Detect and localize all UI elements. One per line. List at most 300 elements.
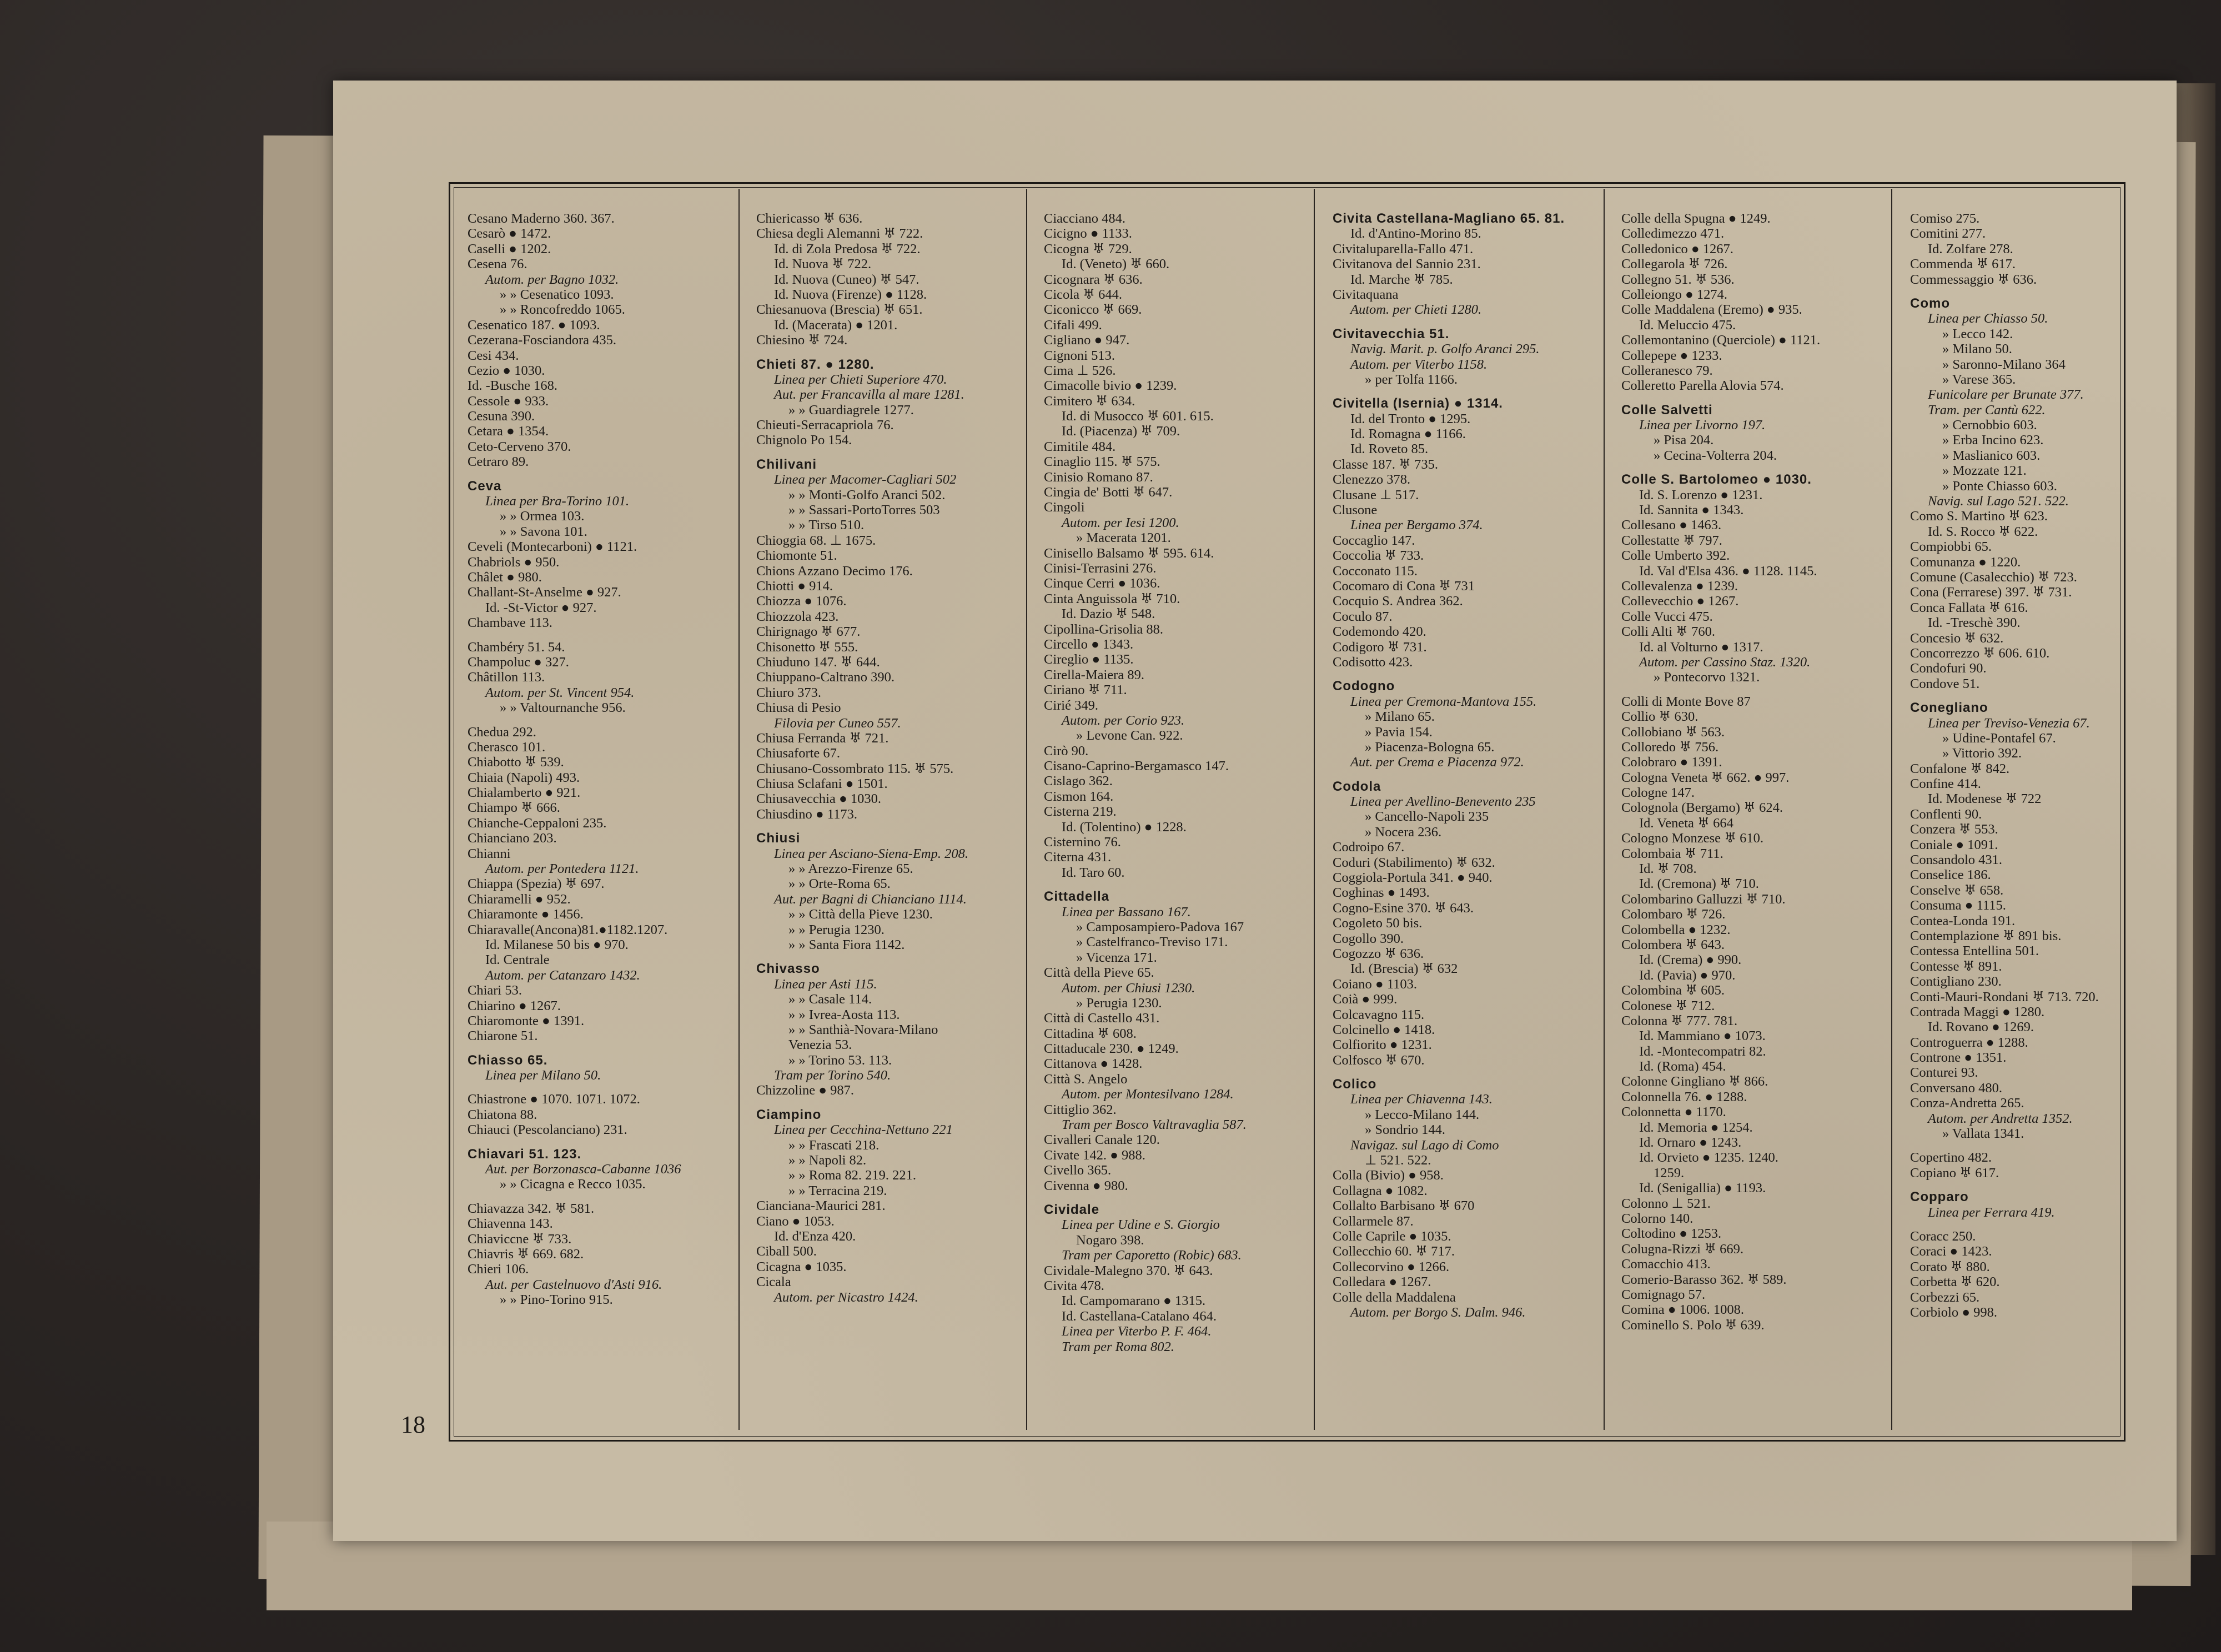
index-entry: Chioggia 68. ⊥ 1675. [756, 533, 876, 548]
index-entry: Collecchio 60. ♅ 717. [1333, 1244, 1455, 1259]
index-entry: Autom. per Nicastro 1424. [774, 1289, 918, 1305]
index-entry: Chiastrone ● 1070. 1071. 1072. [468, 1092, 640, 1107]
index-entry: Chisonetto ♅ 555. [756, 639, 858, 655]
index-entry: Id. (Crema) ● 990. [1639, 952, 1742, 968]
index-entry: Contemplazione ♅ 891 bis. [1910, 928, 2062, 943]
index-entry: Colledimezzo 471. [1621, 226, 1725, 242]
index-entry: Id. di Zola Predosa ♅ 722. [774, 241, 921, 257]
index-entry: Chiauci (Pescolanciano) 231. [468, 1122, 627, 1138]
index-entry: Colombaia ♅ 711. [1621, 846, 1723, 861]
index-entry: Cesenatico 187. ● 1093. [468, 317, 600, 333]
index-entry: Cogoleto 50 bis. [1333, 916, 1423, 931]
index-entry: Cicogna ♅ 729. [1044, 241, 1132, 257]
index-entry: Colla (Bivio) ● 958. [1333, 1168, 1444, 1183]
index-entry: Id. Zolfare 278. [1928, 241, 2013, 257]
index-entry: Chizzoline ● 987. [756, 1083, 855, 1098]
index-entry: Chiusano-Cossombrato 115. ♅ 575. [756, 761, 954, 776]
index-entry: Codigoro ♅ 731. [1333, 639, 1427, 655]
index-entry: Colonno ⊥ 521. [1621, 1196, 1711, 1211]
index-entry: Colle Maddalena (Eremo) ● 935. [1621, 302, 1802, 318]
index-entry [1910, 1181, 2177, 1189]
index-entry: Conzera ♅ 553. [1910, 822, 1998, 837]
index-entry: Cherasco 101. [468, 739, 546, 755]
index-entry: Linea per Bra-Torino 101. [485, 494, 630, 509]
index-entry: Autom. per Borgo S. Dalm. 946. [1350, 1304, 1526, 1320]
index-entry: Cisterna 219. [1044, 804, 1117, 820]
index-entry: Id. d'Enza 420. [774, 1229, 856, 1244]
index-entry: Collio ♅ 630. [1621, 709, 1699, 725]
index-entry: Conturei 93. [1910, 1065, 1978, 1081]
index-entry: Civate 142. ● 988. [1044, 1147, 1145, 1163]
index-entry: Codogno [1333, 679, 1395, 694]
index-entry: Id. Mammiano ● 1073. [1639, 1028, 1766, 1044]
index-entry: Chiericasso ♅ 636. [756, 211, 863, 226]
index-entry: Ciconicco ♅ 669. [1044, 302, 1142, 318]
index-entry: Copparo [1910, 1189, 1969, 1205]
index-entry: Condofuri 90. [1910, 661, 1987, 676]
index-column-5 [1621, 211, 1888, 1427]
index-entry: Colorno 140. [1621, 1211, 1694, 1226]
index-entry: Chiavris ♅ 669. 682. [468, 1247, 584, 1262]
index-entry: Id. Nuova ♅ 722. [774, 257, 872, 272]
index-entry: Cinaglio 115. ♅ 575. [1044, 454, 1160, 470]
index-entry: Commenda ♅ 617. [1910, 257, 2016, 272]
index-entry: Colli Alti ♅ 760. [1621, 624, 1715, 640]
index-entry: Coduri (Stabilimento) ♅ 632. [1333, 855, 1495, 870]
index-entry: Ceto-Cerveno 370. [468, 439, 571, 454]
index-entry: Châlet ● 980. [468, 569, 542, 585]
index-entry [468, 470, 734, 479]
index-entry: Conselve ♅ 658. [1910, 882, 2004, 898]
index-entry: Cologno Monzese ♅ 610. [1621, 831, 1764, 846]
index-entry: Autom. per Viterbo 1158. [1350, 356, 1488, 372]
index-entry: Codroipo 67. [1333, 840, 1405, 855]
index-entry: Cifali 499. [1044, 317, 1102, 333]
index-entry: Linea per Viterbo P. F. 464. [1062, 1324, 1212, 1339]
index-entry: Id. Roveto 85. [1350, 441, 1429, 457]
index-entry: Cicala [756, 1274, 791, 1290]
index-entry: Collepepe ● 1233. [1621, 348, 1722, 363]
index-entry: Chiatona 88. [468, 1107, 537, 1122]
index-entry: Id. -St-Victor ● 927. [485, 600, 597, 615]
index-entry: Città S. Angelo [1044, 1071, 1128, 1087]
index-entry: » Lecco-Milano 144. [1365, 1107, 1480, 1122]
index-entry: Cianciana-Maurici 281. [756, 1198, 886, 1214]
index-entry: Civello 365. [1044, 1163, 1112, 1178]
index-entry: Id. (Pavia) ● 970. [1639, 967, 1736, 983]
column-divider [1604, 189, 1605, 1430]
index-entry: » » Pino-Torino 915. [500, 1292, 613, 1308]
index-entry: Colombera ♅ 643. [1621, 937, 1725, 952]
index-entry: Colonese ♅ 712. [1621, 998, 1715, 1013]
index-entry: » Castelfranco-Treviso 171. [1076, 935, 1228, 950]
index-entry: Chiaia (Napoli) 493. [468, 770, 580, 785]
index-entry: Coraci ● 1423. [1910, 1244, 1992, 1259]
index-entry [468, 1192, 734, 1201]
index-entry: » Maslianico 603. [1942, 448, 2041, 463]
index-entry: Linea per Cecchina-Nettuno 221 [774, 1122, 953, 1138]
index-entry: Corato ♅ 880. [1910, 1259, 1990, 1274]
index-entry: Contigliano 230. [1910, 974, 2002, 990]
index-entry: Colonnella 76. ● 1288. [1621, 1089, 1747, 1104]
index-entry: Contessa Entellina 501. [1910, 943, 2039, 959]
index-entry: » » Orte-Roma 65. [788, 876, 891, 892]
index-entry: Id. ♅ 708. [1639, 861, 1697, 877]
index-entry: Cominello S. Polo ♅ 639. [1621, 1317, 1765, 1333]
index-entry: Copiano ♅ 617. [1910, 1165, 1999, 1181]
index-entry: Chions Azzano Decimo 176. [756, 563, 913, 579]
index-entry: Chiesa degli Alemanni ♅ 722. [756, 226, 923, 242]
index-entry: » » Sassari-PortoTorres 503 [788, 503, 940, 518]
index-entry: Navigaz. sul Lago di Como [1350, 1137, 1499, 1153]
index-entry: Coracc 250. [1910, 1229, 1976, 1244]
index-entry: Chiusa Ferranda ♅ 721. [756, 730, 889, 746]
index-entry: Colledara ● 1267. [1333, 1274, 1431, 1290]
index-entry: Contea-Londa 191. [1910, 913, 2016, 928]
index-entry: Colombina ♅ 605. [1621, 983, 1725, 998]
index-entry: » Ponte Chiasso 603. [1942, 478, 2057, 494]
index-entry: Corbiolo ● 998. [1910, 1304, 1998, 1320]
index-entry: Id. Ornaro ● 1243. [1639, 1135, 1742, 1151]
index-entry: Colombaro ♅ 726. [1621, 907, 1726, 922]
index-entry: Cinisio Romano 87. [1044, 469, 1153, 485]
index-entry: Tram per Roma 802. [1062, 1339, 1174, 1354]
index-column-6 [1910, 211, 2177, 1427]
index-entry [756, 822, 1023, 831]
index-entry: Chiusdino ● 1173. [756, 806, 858, 822]
index-entry: Copertino 482. [1910, 1150, 1992, 1166]
index-entry: Conversano 480. [1910, 1080, 2003, 1096]
index-entry [1333, 318, 1599, 327]
index-entry: Cittanova ● 1428. [1044, 1056, 1143, 1072]
index-entry: Chiomonte 51. [756, 548, 837, 564]
index-entry: Colognola (Bergamo) ♅ 624. [1621, 800, 1783, 816]
index-entry: Civitanova del Sannio 231. [1333, 257, 1481, 272]
index-entry: Cingoli [1044, 500, 1085, 515]
index-entry: Filovia per Cuneo 557. [774, 715, 901, 731]
index-entry: Chiavenna 143. [468, 1216, 553, 1232]
index-entry: » Pontecorvo 1321. [1654, 670, 1760, 685]
index-entry: Chieuti-Serracapriola 76. [756, 418, 894, 433]
index-entry: » » Città della Pieve 1230. [788, 907, 933, 922]
index-entry: Cessole ● 933. [468, 393, 549, 409]
index-entry: Cigliano ● 947. [1044, 333, 1130, 348]
index-entry: Collalto Barbisano ♅ 670 [1333, 1198, 1475, 1214]
index-entry: » Mozzate 121. [1942, 463, 2027, 479]
index-entry: Classe 187. ♅ 735. [1333, 456, 1439, 472]
column-divider [1891, 189, 1892, 1430]
index-entry: » » Torino 53. 113. [788, 1052, 892, 1068]
index-entry: Civenna ● 980. [1044, 1178, 1128, 1193]
index-entry: » » Guardiagrele 1277. [788, 402, 914, 418]
index-entry: » » Valtournanche 956. [500, 700, 626, 716]
index-entry: Colleretto Parella Alovia 574. [1621, 378, 1784, 394]
index-entry: Conselice 186. [1910, 867, 1991, 883]
index-entry: Controguerra ● 1288. [1910, 1035, 2028, 1050]
index-entry: » Saronno-Milano 364 [1942, 356, 2066, 372]
index-entry: Autom. per St. Vincent 954. [485, 685, 635, 700]
index-entry: Id. -Montecompatri 82. [1639, 1043, 1766, 1059]
index-entry: Cicigno ● 1133. [1044, 226, 1132, 242]
index-entry: Id. Nuova (Cuneo) ♅ 547. [774, 272, 919, 287]
index-entry: Id. Castellana-Catalano 464. [1062, 1308, 1217, 1324]
index-entry [468, 631, 734, 640]
index-entry: » » Monti-Golfo Aranci 502. [788, 487, 946, 503]
index-entry: Linea per Avellino-Benevento 235 [1350, 794, 1536, 810]
index-entry: Linea per Asti 115. [774, 976, 877, 992]
index-entry: Autom. per Iesi 1200. [1062, 515, 1179, 530]
index-entry: Controne ● 1351. [1910, 1050, 2007, 1066]
index-entry: Cesano Maderno 360. 367. [468, 211, 615, 226]
index-entry: Cogno-Esine 370. ♅ 643. [1333, 900, 1474, 916]
index-entry: » » Ormea 103. [500, 509, 585, 524]
index-entry: » » Cicagna e Recco 1035. [500, 1177, 646, 1192]
index-entry: Id. del Tronto ● 1295. [1350, 411, 1471, 426]
index-entry: Id. (Senigallia) ● 1193. [1639, 1181, 1766, 1196]
index-entry: Linea per Chiasso 50. [1928, 311, 2048, 327]
index-entry: » » Tirso 510. [788, 518, 865, 533]
index-entry: Aut. per Bagni di Chianciano 1114. [774, 891, 967, 907]
index-entry: » » Roncofreddo 1065. [500, 302, 625, 318]
index-entry: Coniale ● 1091. [1910, 837, 1998, 852]
index-entry: Navig. sul Lago 521. 522. [1928, 494, 2069, 509]
index-entry: Colle Caprile ● 1035. [1333, 1229, 1451, 1244]
index-entry: Cesi 434. [468, 348, 519, 363]
index-entry: Collecorvino ● 1266. [1333, 1259, 1450, 1274]
index-entry: Cicagna ● 1035. [756, 1259, 847, 1274]
index-entry: Concesio ♅ 632. [1910, 630, 2004, 646]
index-entry: Cicola ♅ 644. [1044, 287, 1123, 302]
index-entry: Città della Pieve 65. [1044, 965, 1154, 981]
index-entry: Colcinello ● 1418. [1333, 1022, 1435, 1037]
index-entry [468, 1044, 734, 1053]
index-entry: Collobiano ♅ 563. [1621, 724, 1725, 740]
index-entry: Coccolia ♅ 733. [1333, 548, 1424, 564]
index-entry: Id. Rovano ● 1269. [1928, 1020, 2034, 1035]
index-entry: Chiampo ♅ 666. [468, 800, 560, 816]
index-entry: Compiobbi 65. [1910, 539, 1992, 555]
index-entry: Id. Veneta ♅ 664 [1639, 815, 1733, 831]
index-entry: Autom. per Bagno 1032. [485, 272, 619, 287]
index-entry: Colle Umberto 392. [1621, 548, 1730, 564]
index-entry: Conca Fallata ♅ 616. [1910, 600, 2028, 615]
index-entry: Id. Nuova (Firenze) ● 1128. [774, 287, 927, 302]
index-entry: Civitavecchia 51. [1333, 326, 1450, 342]
index-entry: Cipollina-Grisolia 88. [1044, 621, 1164, 637]
index-entry: Colombarino Galluzzi ♅ 710. [1621, 891, 1786, 907]
index-entry: Chiuro 373. [756, 685, 822, 700]
index-entry: Cicognara ♅ 636. [1044, 272, 1143, 287]
index-entry: Collestatte ♅ 797. [1621, 533, 1722, 548]
index-entry: » » Terracina 219. [788, 1183, 887, 1198]
index-entry: Colfosco ♅ 670. [1333, 1052, 1425, 1068]
index-entry: » per Tolfa 1166. [1365, 371, 1458, 387]
index-entry: Consuma ● 1115. [1910, 898, 2006, 913]
index-entry: Chianciano 203. [468, 831, 557, 846]
index-entry [468, 1083, 734, 1092]
index-entry: Linea per Bassano 167. [1062, 904, 1191, 920]
index-entry [1044, 1193, 1310, 1202]
index-entry: » » Cesenatico 1093. [500, 287, 614, 302]
index-entry: Condove 51. [1910, 676, 1980, 691]
index-entry: Chiesino ♅ 724. [756, 333, 848, 348]
index-entry: Collagna ● 1082. [1333, 1183, 1428, 1198]
column-divider [1314, 189, 1315, 1430]
index-entry: Id. -Busche 168. [468, 378, 557, 394]
index-entry: Civita 478. [1044, 1278, 1104, 1293]
index-entry: Codemondo 420. [1333, 624, 1426, 640]
index-entry: Chiozzola 423. [756, 609, 839, 624]
index-entry: » Cancello-Napoli 235 [1365, 809, 1489, 825]
index-entry: Cogozzo ♅ 636. [1333, 946, 1424, 961]
index-entry: Id. Marche ♅ 785. [1350, 272, 1453, 287]
index-entry: Cismon 164. [1044, 789, 1114, 804]
index-entry: Linea per Milano 50. [485, 1068, 601, 1083]
index-entry: Ciriano ♅ 711. [1044, 682, 1127, 698]
index-entry: Id. (Roma) 454. [1639, 1059, 1726, 1074]
index-entry: Civita Castellana-Magliano 65. 81. [1333, 211, 1565, 226]
index-entry: Chilivani [756, 456, 817, 472]
index-entry: Comunanza ● 1220. [1910, 554, 2021, 570]
index-entry: Chiuduno 147. ♅ 644. [756, 654, 880, 670]
index-entry: Cittadina ♅ 608. [1044, 1026, 1137, 1041]
index-entry: » Vicenza 171. [1076, 950, 1157, 965]
index-entry [1910, 287, 2177, 296]
index-entry [1910, 1220, 2177, 1229]
index-entry: Comina ● 1006. 1008. [1621, 1302, 1745, 1318]
index-entry: Autom. per Catanzaro 1432. [485, 967, 640, 983]
index-entry: Id. (Veneto) ♅ 660. [1062, 257, 1170, 272]
index-entry: Id. Romagna ● 1166. [1350, 426, 1466, 442]
index-entry [756, 952, 1023, 961]
index-entry: Autom. per Cassino Staz. 1320. [1639, 654, 1811, 670]
index-entry: Comitini 277. [1910, 226, 1986, 242]
index-entry: Colle Vucci 475. [1621, 609, 1713, 624]
index-entry [756, 348, 1023, 357]
index-entry: » Perugia 1230. [1076, 995, 1162, 1011]
index-entry: Cittaducale 230. ● 1249. [1044, 1041, 1179, 1057]
index-entry: Cittiglio 362. [1044, 1102, 1117, 1117]
index-entry: » Nocera 236. [1365, 824, 1442, 840]
index-entry: Cimitero ♅ 634. [1044, 393, 1135, 409]
index-entry: Id. Memoria ● 1254. [1639, 1119, 1753, 1135]
index-entry: Cimacolle bivio ● 1239. [1044, 378, 1177, 394]
index-entry: Linea per Chiavenna 143. [1350, 1092, 1493, 1107]
index-entry: Funicolare per Brunate 377. [1928, 387, 2084, 403]
index-entry: Linea per Bergamo 374. [1350, 518, 1483, 533]
index-entry: Commessaggio ♅ 636. [1910, 272, 2037, 287]
index-entry: » Milano 65. [1365, 709, 1435, 725]
index-entry: » Vallata 1341. [1942, 1126, 2024, 1142]
index-entry: Cisano-Caprino-Bergamasco 147. [1044, 759, 1229, 774]
index-entry: Chiaramonte ● 1456. [468, 907, 584, 922]
index-entry: Ciball 500. [756, 1244, 817, 1259]
index-entry: Coltodino ● 1253. [1621, 1226, 1722, 1242]
index-entry: Aut. per Castelnuovo d'Asti 916. [485, 1277, 662, 1292]
index-entry: Civitaquana [1333, 287, 1399, 302]
index-entry: Id. (Tolentino) ● 1228. [1062, 819, 1187, 835]
index-entry: Colugna-Rizzi ♅ 669. [1621, 1241, 1743, 1257]
index-entry: Cocquio S. Andrea 362. [1333, 594, 1463, 609]
index-entry: Cividale [1044, 1202, 1100, 1217]
index-entry: » Piacenza-Bologna 65. [1365, 739, 1495, 755]
index-entry: Chiari 53. [468, 983, 522, 998]
index-entry: Id. (Piacenza) ♅ 709. [1062, 424, 1180, 439]
index-entry: Coculo 87. [1333, 609, 1393, 624]
index-entry [756, 1098, 1023, 1107]
index-entry: Ceva [468, 478, 502, 494]
index-entry: Chiusavecchia ● 1030. [756, 791, 882, 807]
index-entry: Id. d'Antino-Morino 85. [1350, 226, 1481, 242]
index-entry: Id. Centrale [485, 952, 550, 968]
index-entry [1910, 691, 2177, 700]
index-entry: Comignago 57. [1621, 1287, 1706, 1302]
index-entry [1333, 770, 1599, 779]
index-entry [1621, 394, 1888, 403]
index-entry: Cocconato 115. [1333, 563, 1418, 579]
index-entry: Chialamberto ● 921. [468, 785, 581, 801]
index-entry: Coccaglio 147. [1333, 533, 1415, 548]
index-entry [756, 448, 1023, 457]
index-entry: Ciano ● 1053. [756, 1213, 835, 1229]
index-entry: » » Perugia 1230. [788, 922, 885, 937]
index-entry: Colli di Monte Bove 87 [1621, 694, 1751, 709]
index-entry: Cimitile 484. [1044, 439, 1116, 454]
index-entry: Coiano ● 1103. [1333, 976, 1418, 992]
index-entry: Cesuna 390. [468, 409, 535, 424]
index-column-3 [1044, 211, 1310, 1427]
index-entry: » Pavia 154. [1365, 724, 1433, 740]
index-entry: Comiso 275. [1910, 211, 1980, 226]
index-entry: Linea per Chieti Superiore 470. [774, 371, 947, 387]
index-entry [1621, 463, 1888, 472]
index-entry: Cetara ● 1354. [468, 424, 549, 439]
index-entry: » » Roma 82. 219. 221. [788, 1168, 917, 1183]
index-entry: Challant-St-Anselme ● 927. [468, 585, 621, 600]
index-entry: Aut. per Borzonasca-Cabanne 1036 [485, 1162, 681, 1177]
index-entry: » Lecco 142. [1942, 326, 2013, 342]
index-entry: Id. Meluccio 475. [1639, 317, 1736, 333]
index-entry: Id. di Musocco ♅ 601. 615. [1062, 409, 1214, 424]
index-entry: 1259. [1654, 1165, 1685, 1181]
index-entry: Caselli ● 1202. [468, 241, 551, 257]
page-number: 18 [401, 1411, 425, 1438]
index-entry: Linea per Cremona-Mantova 155. [1350, 694, 1537, 709]
index-entry: Cologna Veneta ♅ 662. ● 997. [1621, 770, 1790, 785]
index-entry: Id. Sannita ● 1343. [1639, 503, 1744, 518]
index-entry: Chivasso [756, 961, 820, 977]
index-entry: Como S. Martino ♅ 623. [1910, 509, 2048, 524]
index-entry: Chiesanuova (Brescia) ♅ 651. [756, 302, 923, 318]
index-entry: Id. Dazio ♅ 548. [1062, 606, 1155, 622]
index-entry: Clusane ⊥ 517. [1333, 487, 1419, 503]
index-entry [1333, 1068, 1599, 1077]
index-entry: Concorrezzo ♅ 606. 610. [1910, 645, 2050, 661]
index-entry: » Cecina-Volterra 204. [1654, 448, 1777, 463]
index-entry: Ceveli (Montecarboni) ● 1121. [468, 539, 637, 555]
index-entry: Clenezzo 378. [1333, 472, 1411, 488]
index-entry: Navig. Marit. p. Golfo Aranci 295. [1350, 342, 1540, 357]
index-entry: Consandolo 431. [1910, 852, 2003, 868]
index-entry: Cocomaro di Cona ♅ 731 [1333, 578, 1475, 594]
index-entry: Collevalenza ● 1239. [1621, 578, 1738, 594]
index-entry: Cittadella [1044, 889, 1110, 905]
index-entry: Chiavazza 342. ♅ 581. [468, 1201, 595, 1216]
index-entry: Conflenti 90. [1910, 806, 1982, 822]
index-entry: Cezerana-Fosciandora 435. [468, 333, 617, 348]
index-entry [1044, 880, 1310, 889]
index-entry: Linea per Asciano-Siena-Emp. 208. [774, 846, 968, 861]
